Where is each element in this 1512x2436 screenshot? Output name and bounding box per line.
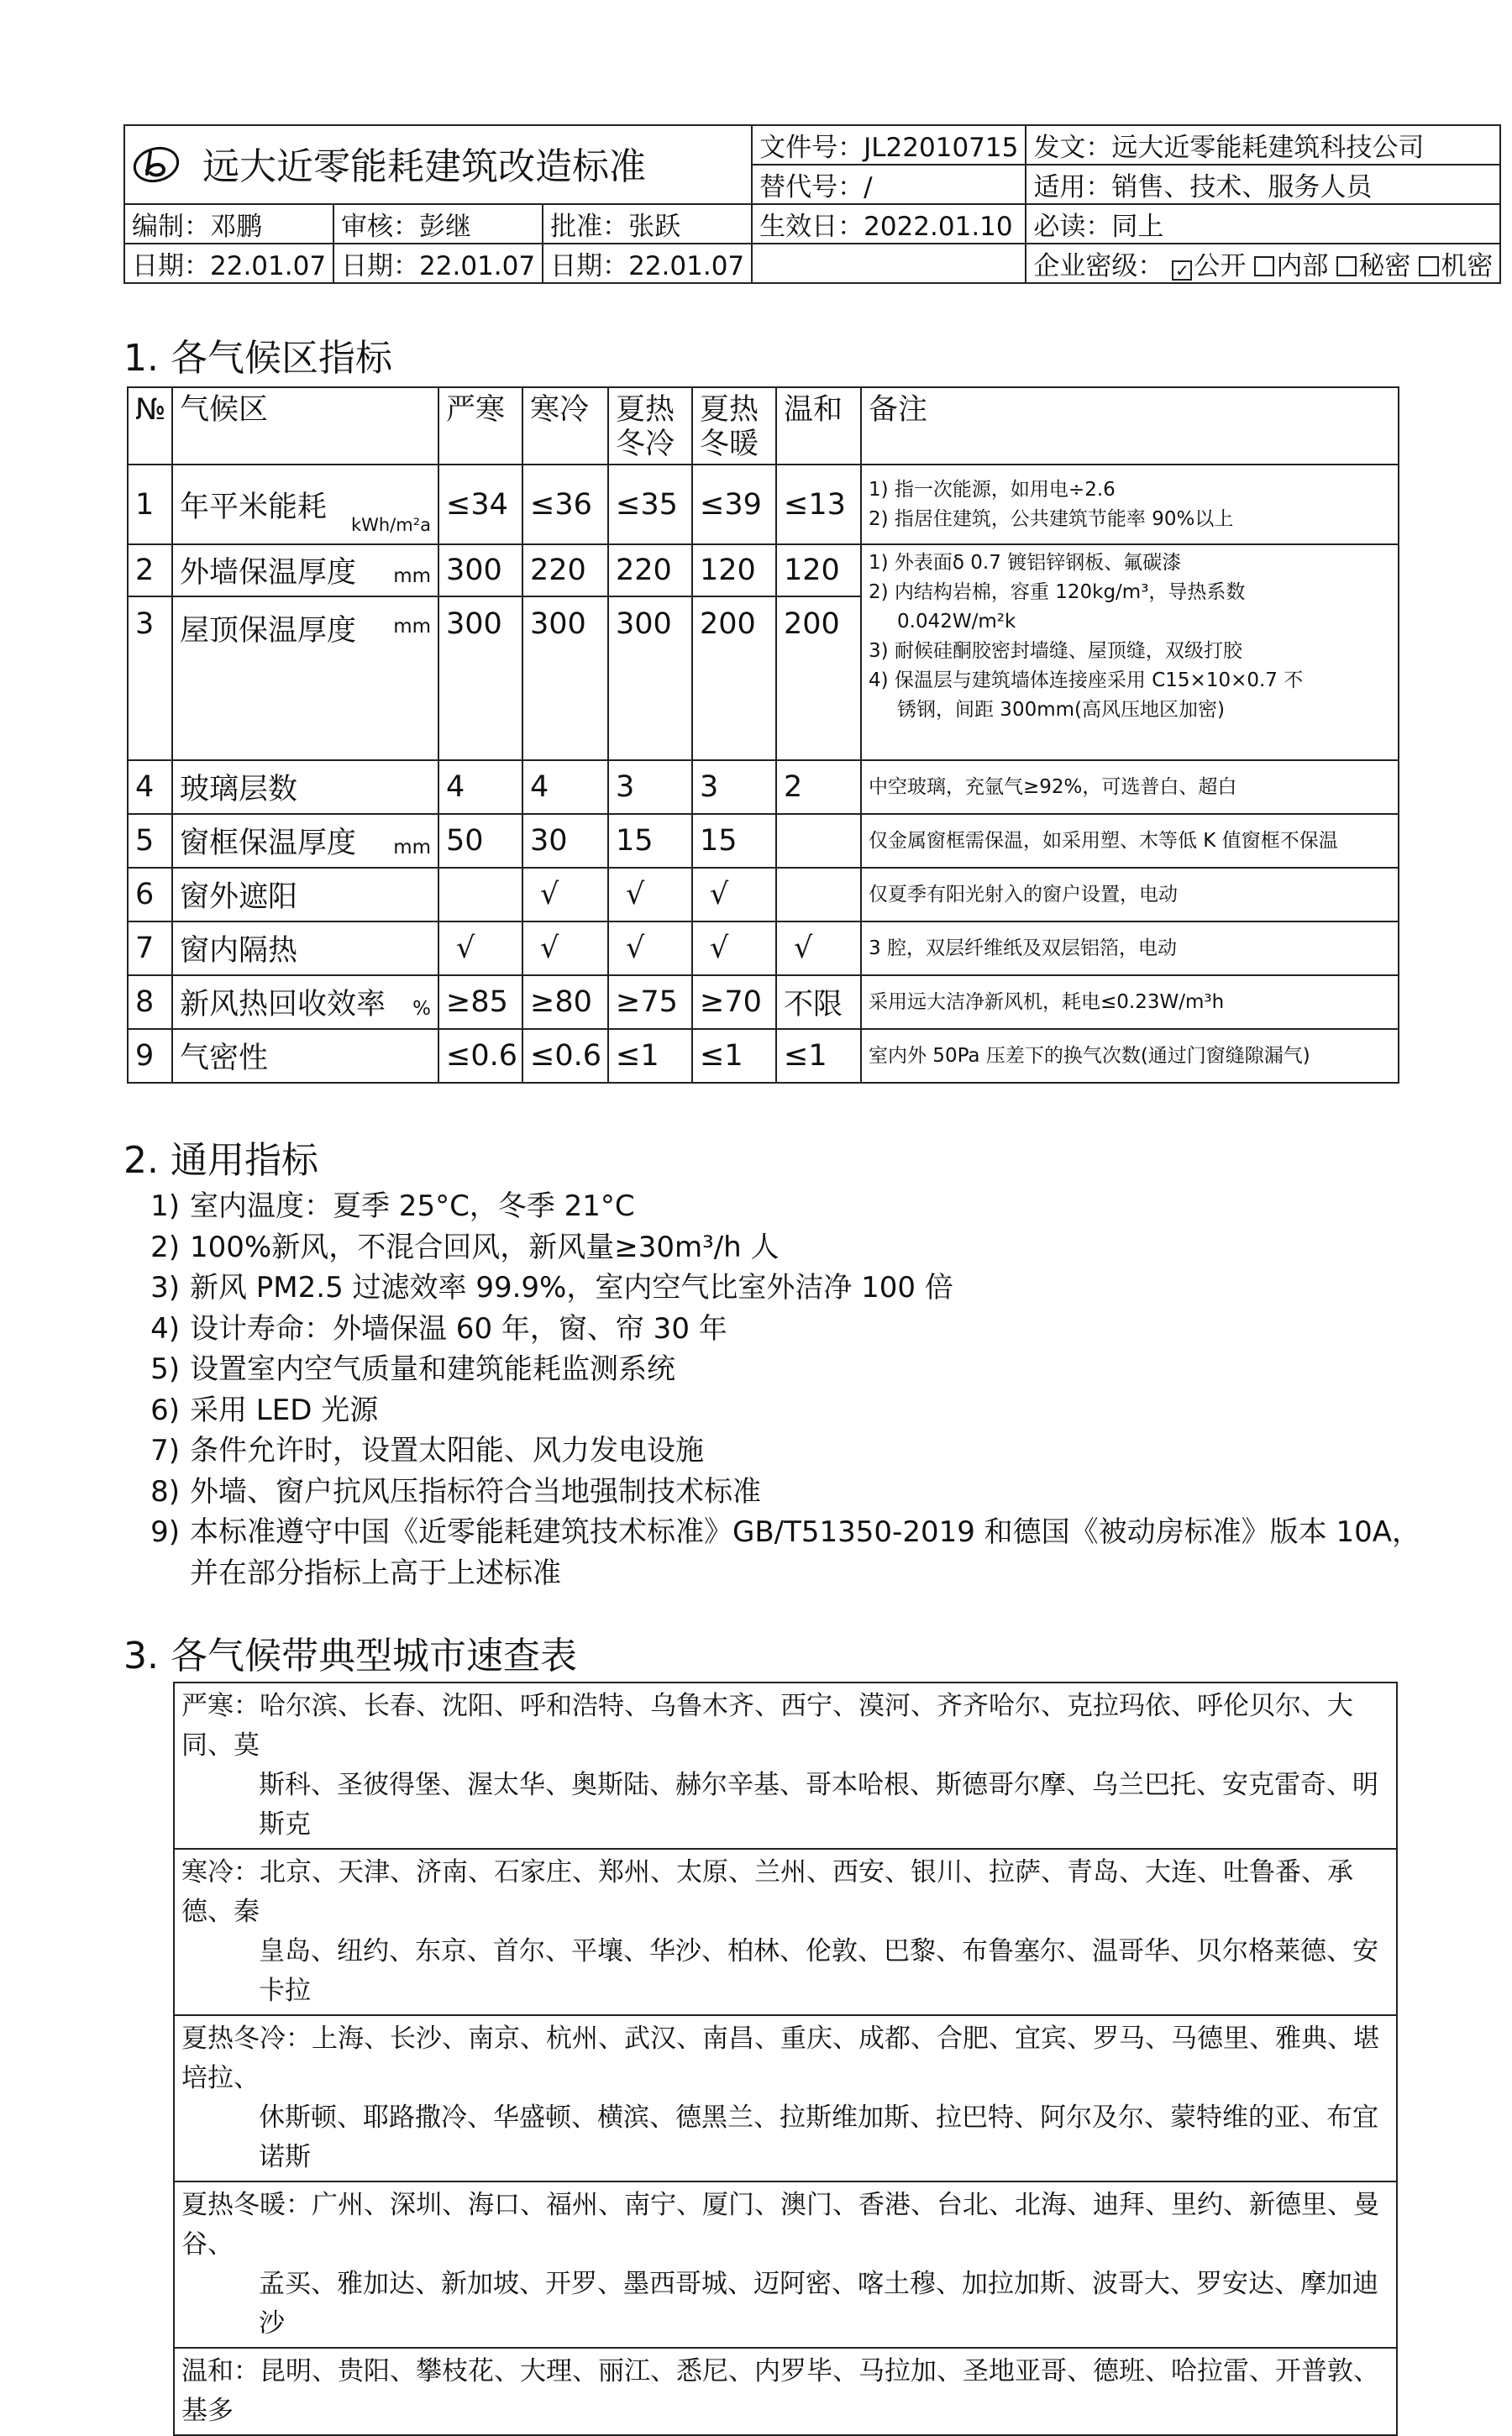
cell-value: 4 (438, 760, 522, 814)
cell-value: ≤39 (692, 465, 776, 544)
document-header (123, 124, 1501, 284)
table-row (128, 975, 1399, 1029)
row-item: 年平米能耗 kWh/m²a (172, 465, 438, 544)
cell-value (776, 868, 861, 921)
row-item: 气密性 (172, 1029, 438, 1083)
check-icon: √ (438, 921, 522, 975)
issuer: 发文：远大近零能耗建筑科技公司 (1026, 125, 1500, 165)
table-row (128, 921, 1399, 975)
cell-value: 300 (438, 544, 522, 596)
check-icon: √ (522, 921, 608, 975)
cell-value: 200 (776, 596, 861, 760)
cell-value: 50 (438, 814, 522, 868)
compile-date: 日期：22.01.07 (124, 244, 333, 283)
cell-value: ≥75 (608, 975, 692, 1029)
cell-value: 300 (522, 596, 608, 760)
list-item: 2) 100%新风，不混合回风，新风量≥30m³/h 人 (150, 1230, 780, 1264)
cell-value: ≤35 (608, 465, 692, 544)
row-no: 9 (128, 1029, 172, 1083)
row-note: 仅夏季有阳光射入的窗户设置，电动 (861, 868, 1399, 921)
table-row (174, 2181, 1397, 2348)
cell-value (438, 868, 522, 921)
check-icon: √ (692, 868, 776, 921)
check-icon: √ (608, 868, 692, 921)
effective-date: 生效日：2022.01.10 (752, 204, 1026, 244)
cell-value: 2 (776, 760, 861, 814)
list-item: 9) 本标准遵守中国《近零能耗建筑技术标准》GB/T51350-2019 和德国《被动房标准》版本 10A， 并在部分指标上高于上述标准 (150, 1515, 1420, 1590)
cell-value: 220 (608, 544, 692, 596)
zone-label: 夏热冬冷： (181, 2024, 312, 2054)
col-note: 备注 (861, 387, 1399, 465)
climate-zone-table (127, 386, 1399, 1084)
cell-value (776, 814, 861, 868)
cell-value: 3 (608, 760, 692, 814)
applies-to: 适用：销售、技术、服务人员 (1026, 165, 1500, 204)
col-hot-summer-warm-winter: 夏热 冬暖 (692, 387, 776, 465)
table-row (174, 2348, 1397, 2435)
row-no: 1 (128, 465, 172, 544)
row-no: 3 (128, 596, 172, 760)
list-item: 5) 设置室内空气质量和建筑能耗监测系统 (150, 1352, 675, 1386)
col-cold: 寒冷 (522, 387, 608, 465)
general-indicators-list (134, 1186, 1420, 1593)
row-no: 2 (128, 544, 172, 596)
check-icon: √ (522, 868, 608, 921)
cell-value: 4 (522, 760, 608, 814)
cell-value: ≤1 (692, 1029, 776, 1083)
zone-label: 夏热冬暖： (181, 2190, 312, 2220)
cell-value: 300 (608, 596, 692, 760)
cell-value: 120 (692, 544, 776, 596)
table-row (128, 1029, 1399, 1083)
secrecy-label-internal: 内部 (1276, 251, 1329, 281)
row-item: 新风热回收效率 % (172, 975, 438, 1029)
title-cell (124, 125, 752, 204)
table-row (128, 868, 1399, 921)
row-item: 窗外遮阳 (172, 868, 438, 921)
cell-value: 300 (438, 596, 522, 760)
secrecy-checkbox-secret[interactable] (1336, 256, 1357, 276)
cell-value: ≤0.6 (522, 1029, 608, 1083)
city-lookup-table (173, 1682, 1398, 2436)
zone-label: 严寒： (181, 1691, 260, 1721)
cell-value: 不限 (776, 975, 861, 1029)
cell-value: 15 (692, 814, 776, 868)
check-icon: √ (776, 921, 861, 975)
secrecy-level (1026, 244, 1500, 283)
approve-date: 日期：22.01.07 (543, 244, 752, 283)
document-title: 远大近零能耗建筑改造标准 (202, 145, 646, 189)
secrecy-label: 企业密级： (1033, 251, 1164, 281)
must-read: 必读：同上 (1026, 204, 1500, 244)
row-note: 中空玻璃，充氩气≥92%，可选普白、超白 (861, 760, 1399, 814)
reviewer: 审核：彭继 (333, 204, 543, 244)
cell-value: 3 (692, 760, 776, 814)
row-no: 4 (128, 760, 172, 814)
col-hot-summer-cold-winter: 夏热 冬冷 (608, 387, 692, 465)
cell-value: ≥70 (692, 975, 776, 1029)
row-no: 7 (128, 921, 172, 975)
section-1-title: 1. 各气候区指标 (123, 337, 392, 380)
table-row (128, 814, 1399, 868)
secrecy-checkbox-internal[interactable] (1254, 256, 1274, 276)
list-item: 8) 外墙、窗户抗风压指标符合当地强制技术标准 (150, 1474, 761, 1509)
list-item: 7) 条件允许时，设置太阳能、风力发电设施 (150, 1434, 704, 1467)
table-row (174, 1683, 1397, 1849)
cell-value: ≥85 (438, 975, 522, 1029)
table-row (128, 544, 1399, 596)
section-2-title: 2. 通用指标 (123, 1139, 318, 1182)
city-cell-cold: 寒冷：北京、天津、济南、石家庄、郑州、太原、兰州、西安、银川、拉萨、青岛、大连、吐鲁番、承德、秦 皇岛、纽约、东京、首尔、平壤、华沙、柏林、伦敦、巴黎、布鲁塞尔、温哥华、贝尔格莱德、安卡拉 (174, 1849, 1397, 2015)
col-item: 气候区 (172, 387, 438, 465)
list-item: 4) 设计寿命：外墙保温 60 年，窗、帘 30 年 (150, 1311, 727, 1346)
compiler: 编制：邓鹏 (124, 204, 333, 244)
cell-value: ≤1 (608, 1029, 692, 1083)
table-row (174, 2015, 1397, 2181)
secrecy-label-secret: 秘密 (1358, 251, 1411, 281)
cell-value: ≥80 (522, 975, 608, 1029)
cell-value: ≤36 (522, 465, 608, 544)
col-no: № (128, 387, 172, 465)
row-note: 仅金属窗框需保温，如采用塑、木等低 K 值窗框不保温 (861, 814, 1399, 868)
table-row (128, 465, 1399, 544)
list-item: 6) 采用 LED 光源 (150, 1393, 379, 1427)
list-item: 1) 室内温度：夏季 25°C，冬季 21°C (150, 1189, 635, 1223)
cell-value: ≤34 (438, 465, 522, 544)
list-item: 3) 新风 PM2.5 过滤效率 99.9%，室内空气比室外洁净 100 倍 (150, 1271, 953, 1305)
cell-value: 200 (692, 596, 776, 760)
row-no: 6 (128, 868, 172, 921)
cell-value: ≤1 (776, 1029, 861, 1083)
col-mild: 温和 (776, 387, 861, 465)
city-cell-hsww: 夏热冬暖：广州、深圳、海口、福州、南宁、厦门、澳门、香港、台北、北海、迪拜、里约、新德里、曼谷、 孟买、雅加达、新加坡、开罗、墨西哥城、迈阿密、喀土穆、加拉加斯、波哥大、罗安达、摩加迪沙 (174, 2181, 1397, 2348)
table-header-row (128, 387, 1399, 465)
col-severe-cold: 严寒 (438, 387, 522, 465)
secrecy-checkbox-confidential[interactable] (1419, 256, 1439, 276)
yuanda-logo-icon (132, 145, 181, 193)
cell-value: 30 (522, 814, 608, 868)
row-note: 采用远大洁净新风机，耗电≤0.23W/m³h (861, 975, 1399, 1029)
zone-label: 寒冷： (181, 1857, 260, 1887)
row-item: 屋顶保温厚度 mm (172, 596, 438, 760)
table-row (128, 760, 1399, 814)
cell-value: 220 (522, 544, 608, 596)
row-note: 1) 外表面δ 0.7 镀铝锌钢板、氟碳漆 2) 内结构岩棉，容重 120kg/m³，导热系数 0.042W/m²k 3) 耐候硅酮胶密封墙缝、屋顶缝，双级打胶 4) 保温层与建筑墙体连接座采用 C15×10×0.7 不 锈钢，间距 300mm(高风压地区加密) (861, 544, 1399, 760)
secrecy-label-confidential: 机密 (1441, 251, 1494, 281)
cell-value: ≤0.6 (438, 1029, 522, 1083)
row-no: 5 (128, 814, 172, 868)
section-3-title: 3. 各气候带典型城市速查表 (123, 1635, 577, 1677)
check-icon: √ (692, 921, 776, 975)
secrecy-checkbox-public[interactable]: ✓ (1172, 260, 1192, 281)
table-row (174, 1849, 1397, 2015)
doc-number: 文件号：JL22010715 (752, 125, 1026, 165)
cell-value: ≤13 (776, 465, 861, 544)
city-cell-severe-cold: 严寒：哈尔滨、长春、沈阳、呼和浩特、乌鲁木齐、西宁、漠河、齐齐哈尔、克拉玛依、呼伦贝尔、大同、莫 斯科、圣彼得堡、渥太华、奥斯陆、赫尔辛基、哥本哈根、斯德哥尔摩、乌兰巴托、安克雷奇、明斯克 (174, 1683, 1397, 1849)
check-icon: √ (608, 921, 692, 975)
review-date: 日期：22.01.07 (333, 244, 543, 283)
row-note: 3 腔，双层纤维纸及双层铝箔，电动 (861, 921, 1399, 975)
cell-value: 120 (776, 544, 861, 596)
row-item: 窗框保温厚度 mm (172, 814, 438, 868)
city-cell-mild: 温和：昆明、贵阳、攀枝花、大理、丽江、悉尼、内罗毕、马拉加、圣地亚哥、德班、哈拉雷、开普敦、基多 (174, 2348, 1397, 2435)
row-no: 8 (128, 975, 172, 1029)
row-item: 外墙保温厚度 mm (172, 544, 438, 596)
row-item: 窗内隔热 (172, 921, 438, 975)
secrecy-label-public: 公开 (1194, 251, 1247, 281)
row-note: 1) 指一次能源，如用电÷2.6 2) 指居住建筑，公共建筑节能率 90%以上 (861, 465, 1399, 544)
city-cell-hscw: 夏热冬冷：上海、长沙、南京、杭州、武汉、南昌、重庆、成都、合肥、宜宾、罗马、马德里、雅典、堪培拉、 休斯顿、耶路撒冷、华盛顿、横滨、德黑兰、拉斯维加斯、拉巴特、阿尔及尔、蒙特维的亚、布宜诺斯 (174, 2015, 1397, 2181)
replace-number: 替代号：/ (752, 165, 1026, 204)
empty-cell (752, 244, 1026, 283)
row-note: 室内外 50Pa 压差下的换气次数(通过门窗缝隙漏气) (861, 1029, 1399, 1083)
row-item: 玻璃层数 (172, 760, 438, 814)
zone-label: 温和： (181, 2356, 260, 2386)
approver: 批准：张跃 (543, 204, 752, 244)
cell-value: 15 (608, 814, 692, 868)
